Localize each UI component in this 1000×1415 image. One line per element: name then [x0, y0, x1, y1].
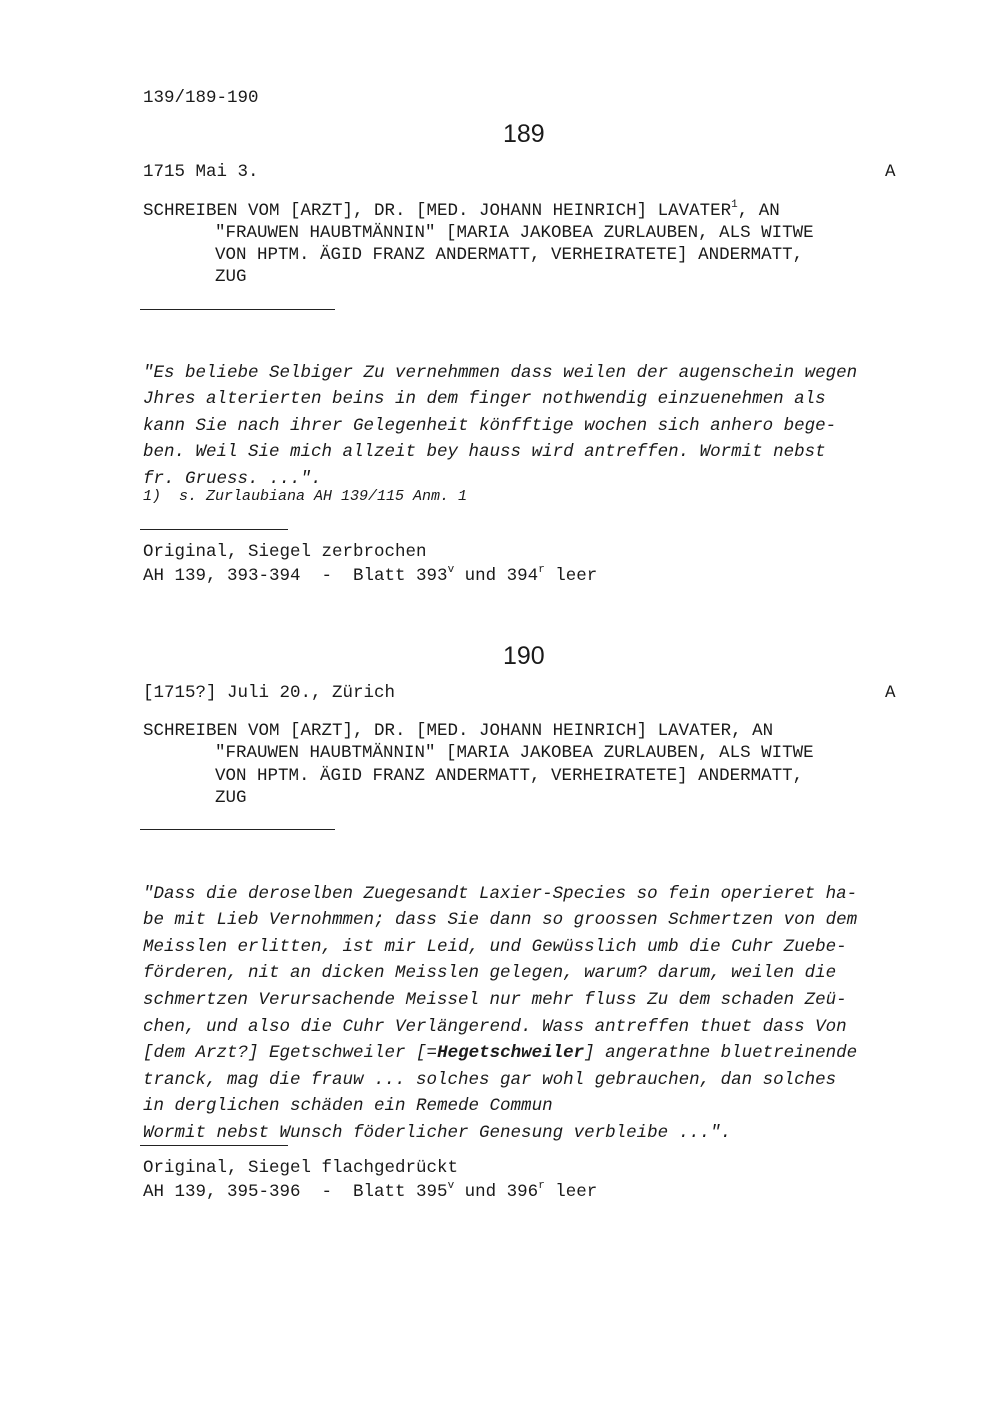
- entry-date: 1715 Mai 3.: [143, 162, 259, 182]
- source-line: Original, Siegel flachgedrückt: [143, 1158, 459, 1178]
- quote-line: schmertzen Verursachende Meissel nur mehr fluss Zu dem schaden Zeü-: [143, 989, 847, 1010]
- quote-line: Meisslen erlitten, ist mir Leid, und Gewüsslich umb die Cuhr Zuebe-: [143, 936, 847, 957]
- divider: [140, 309, 335, 310]
- entry-heading-line: ZUG: [215, 788, 247, 808]
- footnote-marker: 1: [731, 199, 738, 212]
- quote-line: ben. Weil Sie mich allzeit bey hauss wird antreffen. Wormit nebst: [143, 442, 826, 463]
- quote-line: Wormit nebst Wunsch föderlicher Genesung verbleibe ...".: [143, 1122, 732, 1143]
- source-line: AH 139, 395-396 - Blatt 395$^v$ und 396$^r$ leer: [143, 1180, 598, 1202]
- quote-line: Jhres alterierten beins in dem finger nothwendig einzuenehmen als: [143, 389, 826, 410]
- divider: [140, 1145, 288, 1146]
- entry-heading-line: VON HPTM. ÄGID FRANZ ANDERMATT, VERHEIRATETE] ANDERMATT,: [215, 766, 804, 786]
- page-reference: 139/189-190: [143, 88, 259, 108]
- quote-line: [dem Arzt?] Egetschweiler [=Hegetschweiler] angerathne bluetreinende: [143, 1043, 858, 1064]
- quote-line: förderen, nit an dicken Meisslen gelegen, warum? darum, weilen die: [143, 963, 837, 984]
- footnote: 1) s. Zurlaubiana AH 139/115 Anm. 1: [143, 488, 468, 505]
- quote-line: "Dass die deroselben Zuegesandt Laxier-Species so fein operieret ha-: [143, 883, 858, 904]
- entry-heading-line: SCHREIBEN VOM [ARZT], DR. [MED. JOHANN HEINRICH] LAVATER, AN: [143, 721, 774, 741]
- quote-line: kann Sie nach ihrer Gelegenheit könfftige wochen sich anhero bege-: [143, 415, 837, 436]
- entry-mark: A: [885, 162, 896, 182]
- quote-block: [143, 854, 857, 1173]
- quote-line: in derglichen schäden ein Remede Commun: [143, 1096, 553, 1117]
- entry-mark: A: [885, 683, 896, 703]
- entry-heading-line: VON HPTM. ÄGID FRANZ ANDERMATT, VERHEIRATETE] ANDERMATT,: [215, 245, 804, 265]
- quote-line: tranck, mag die frauw ... solches gar wohl gebrauchen, dan solches: [143, 1069, 837, 1090]
- bold-emphasis: Hegetschweiler: [437, 1043, 585, 1064]
- quote-line: be mit Lieb Vernohmmen; dass Sie dann so groossen Schmertzen von dem: [143, 910, 858, 931]
- source-line: AH 139, 393-394 - Blatt 393$^v$ und 394$^r$ leer: [143, 564, 598, 586]
- source-line: Original, Siegel zerbrochen: [143, 542, 427, 562]
- entry-heading-line: "FRAUWEN HAUBTMÄNNIN" [MARIA JAKOBEA ZURLAUBEN, ALS WITWE: [215, 743, 814, 763]
- quote-line: chen, und also die Cuhr Verlängerend. Wass antreffen thuet dass Von: [143, 1016, 847, 1037]
- divider: [140, 829, 335, 830]
- entry-heading-line: ZUG: [215, 267, 247, 287]
- entry-number: 189: [503, 120, 545, 148]
- entry-date: [1715?] Juli 20., Zürich: [143, 683, 396, 703]
- entry-heading-line: "FRAUWEN HAUBTMÄNNIN" [MARIA JAKOBEA ZURLAUBEN, ALS WITWE: [215, 223, 814, 243]
- entry-number: 190: [503, 642, 545, 670]
- quote-line: fr. Gruess. ...".: [143, 468, 322, 489]
- entry-heading-line: SCHREIBEN VOM [ARZT], DR. [MED. JOHANN HEINRICH] LAVATER$^1$, AN: [143, 199, 780, 221]
- divider: [140, 529, 288, 530]
- quote-line: "Es beliebe Selbiger Zu vernehmmen dass weilen der augenschein wegen: [143, 362, 858, 383]
